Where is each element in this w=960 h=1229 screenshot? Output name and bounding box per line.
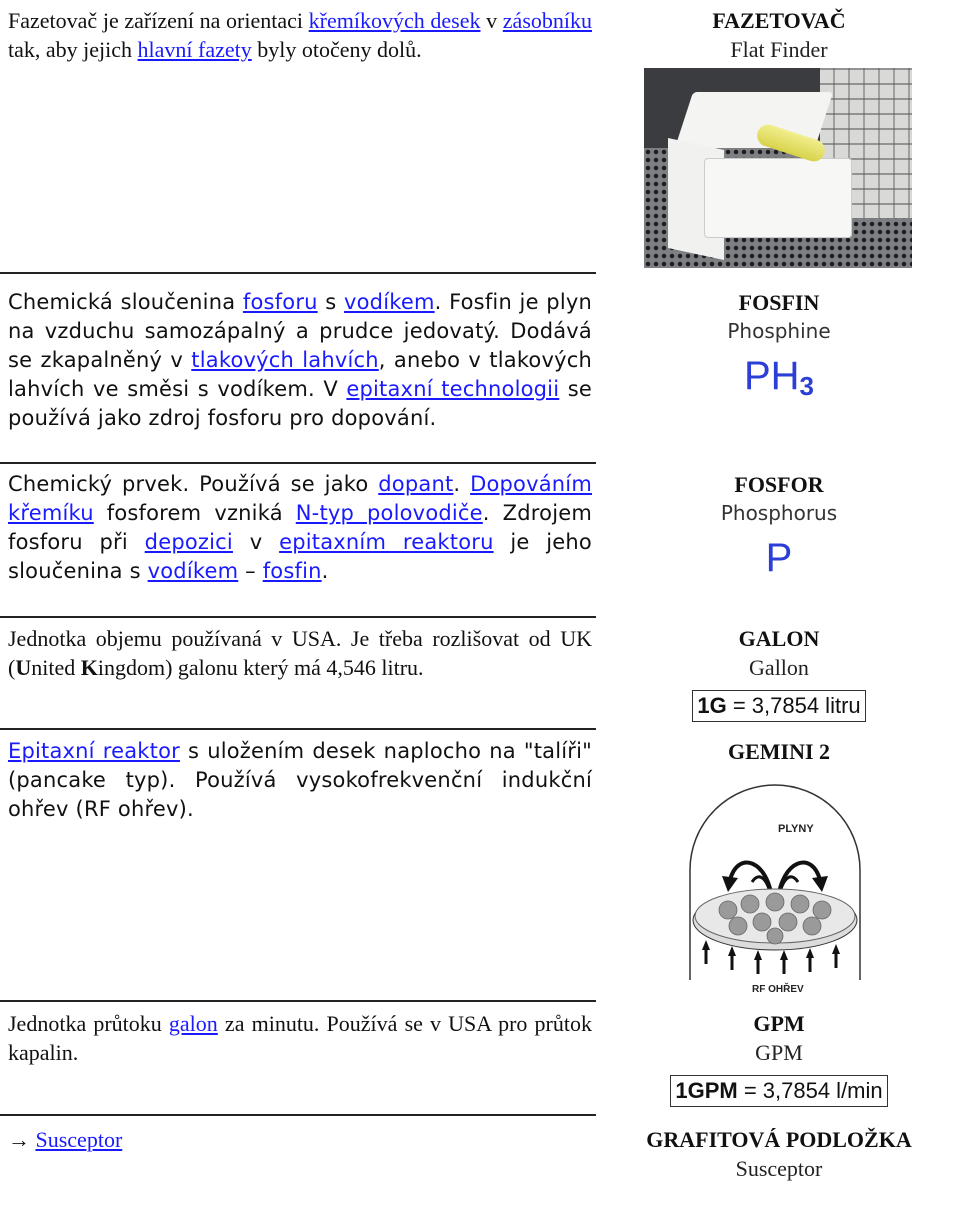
separator	[0, 462, 596, 464]
separator	[0, 272, 596, 274]
entry-term	[598, 737, 960, 766]
conversion-box: 1GPM = 3,7854 l/min	[670, 1075, 887, 1107]
description-text: za minutu. Používá se v USA pro průtok kapalin.	[8, 1011, 592, 1065]
entry-term	[598, 1125, 960, 1183]
separator	[0, 1114, 596, 1116]
description-text: s	[317, 290, 344, 314]
glossary-link[interactable]: N-typ polovodiče	[295, 501, 483, 525]
entry-description	[8, 288, 592, 433]
separator	[0, 616, 596, 618]
rf-heating-label: RF OHŘEV	[752, 984, 804, 995]
glossary-link[interactable]: depozici	[144, 530, 233, 554]
description-text: Chemický prvek. Používá se jako	[8, 472, 379, 496]
chemical-formula: P	[765, 536, 793, 580]
description-text: se používá jako zdroj fosforu pro dopování.	[8, 377, 592, 430]
description-text: tak, aby jejich	[8, 37, 138, 62]
glossary-link[interactable]: hlavní fazety	[137, 37, 252, 62]
entry-term	[598, 6, 960, 64]
glossary-link[interactable]: epitaxním reaktoru	[279, 530, 494, 554]
description-text: →	[8, 1127, 36, 1152]
description-text: .	[453, 472, 471, 496]
conversion-box: 1G = 3,7854 litru	[692, 690, 865, 722]
description-text: Chemická sloučenina	[8, 290, 243, 314]
gas-label: PLYNY	[778, 823, 814, 835]
bold-text: K	[80, 655, 98, 680]
description-text: s uložením desek naplocho na "talíři" (pancake typ). Používá vysokofrekvenční indukční ohřev (RF ohřev).	[8, 739, 592, 821]
glossary-link[interactable]: vodíkem	[344, 290, 435, 314]
glossary-link[interactable]: fosforu	[242, 290, 318, 314]
entry-description	[8, 1009, 592, 1067]
term-title: FOSFIN	[738, 290, 820, 315]
glossary-link[interactable]: galon	[168, 1011, 218, 1036]
description-text: v	[480, 8, 503, 33]
gemini-reactor-diagram	[668, 780, 882, 1000]
glossary-link[interactable]: tlakových lahvích	[191, 348, 379, 372]
glossary-link[interactable]: fosfin	[262, 559, 322, 583]
entry-description	[8, 1125, 592, 1154]
term-subtitle: Susceptor	[735, 1156, 823, 1181]
term-title: GALON	[738, 626, 820, 651]
term-title: GPM	[753, 1011, 805, 1036]
term-subtitle: Phosphine	[727, 319, 831, 343]
description-text: byly otočeny dolů.	[251, 37, 422, 62]
bold-text: U	[15, 655, 32, 680]
description-text: je jeho sloučenina s	[8, 530, 592, 583]
term-title: FAZETOVAČ	[712, 8, 846, 33]
separator	[0, 728, 596, 730]
description-text: . Zdrojem fosforu při	[8, 501, 593, 554]
entry-term	[598, 470, 960, 582]
entry-term	[598, 624, 960, 722]
description-text: , anebo v tlakových lahvích ve směsi s vodíkem. V	[8, 348, 592, 401]
description-text: . Fosfin je plyn na vzduchu samozápalný a prudce jedovatý. Dodává se zkapalněný v	[8, 290, 592, 372]
description-text: v	[232, 530, 280, 554]
term-subtitle: GPM	[755, 1040, 803, 1065]
description-text: nited	[31, 655, 81, 680]
term-subtitle: Phosphorus	[720, 501, 838, 525]
description-text: .	[321, 559, 329, 583]
glossary-link[interactable]: křemíkových desek	[308, 8, 481, 33]
term-title: GEMINI 2	[727, 739, 831, 764]
glossary-link[interactable]: Epitaxní reaktor	[8, 739, 180, 763]
description-text: ingdom) galonu který má 4,546 litru.	[97, 655, 424, 680]
description-text: –	[238, 559, 263, 583]
glossary-link[interactable]: Dopováním křemíku	[8, 472, 592, 525]
description-text: Fazetovač je zařízení na orientaci	[8, 8, 309, 33]
term-title: FOSFOR	[734, 472, 824, 497]
entry-description	[8, 624, 592, 682]
term-title: GRAFITOVÁ PODLOŽKA	[646, 1127, 912, 1152]
entry-term	[598, 1009, 960, 1107]
glossary-link[interactable]: epitaxní technologii	[346, 377, 560, 401]
glossary-link[interactable]: zásobníku	[502, 8, 592, 33]
term-subtitle: Flat Finder	[730, 37, 828, 62]
entry-description	[8, 737, 592, 824]
separator	[0, 1000, 596, 1002]
entry-description	[8, 470, 592, 586]
description-text: fosforem vzniká	[93, 501, 296, 525]
glossary-link[interactable]: dopant	[378, 472, 454, 496]
glossary-link[interactable]: vodíkem	[147, 559, 239, 583]
description-text: Jednotka objemu používaná v USA. Je třeba rozlišovat od UK (	[8, 626, 592, 680]
flat-finder-photo	[644, 68, 912, 268]
description-text: Jednotka průtoku	[8, 1011, 169, 1036]
entry-term	[598, 288, 960, 410]
glossary-link[interactable]: Susceptor	[35, 1127, 123, 1152]
term-subtitle: Gallon	[749, 655, 809, 680]
entry-description	[8, 6, 592, 64]
chemical-formula: $PH_3$	[743, 354, 815, 401]
